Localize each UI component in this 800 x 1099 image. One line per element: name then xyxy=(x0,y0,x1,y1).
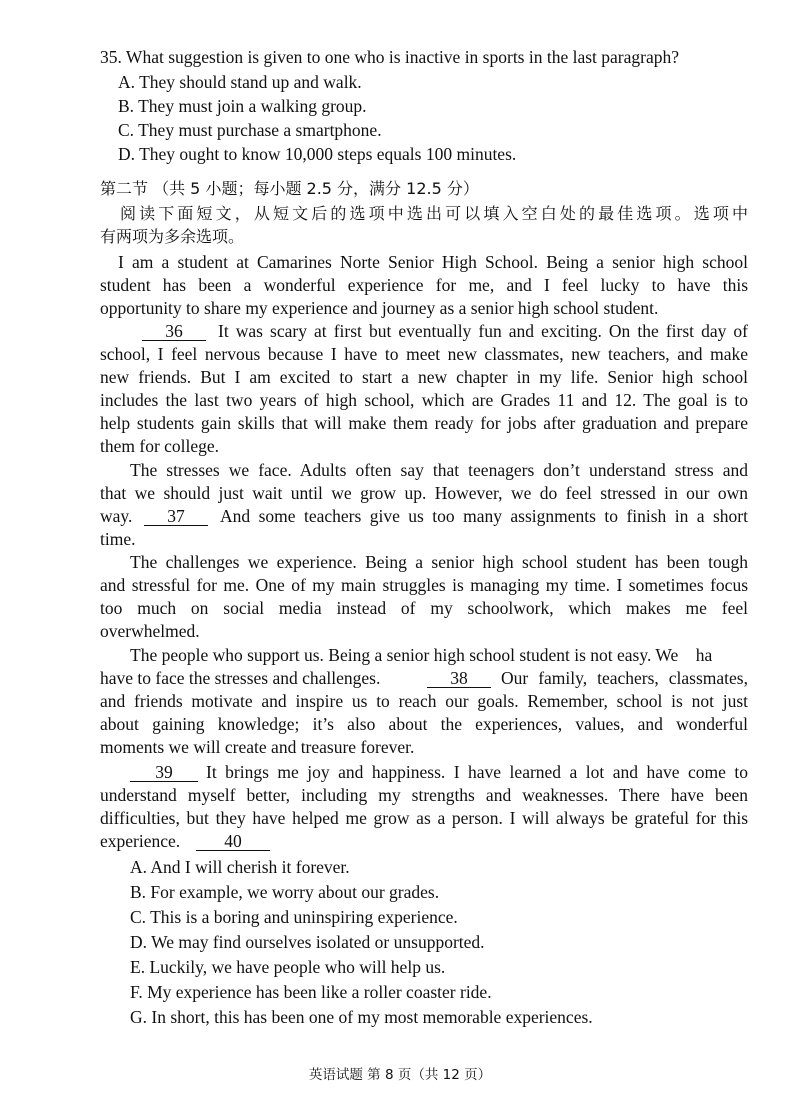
blank-40-number: 40 xyxy=(196,832,270,851)
passage-p4-line-3: too much on social media instead of my schoolwork, which makes me feel xyxy=(100,598,748,618)
choice-d: D. We may find ourselves isolated or unsupported. xyxy=(130,932,485,952)
passage-p3-line-2: that we should just wait until we grow up. However, we do feel stressed in our own xyxy=(100,483,748,503)
passage-p3-line-3: And some teachers give us too many assignments to finish in a short xyxy=(220,506,748,526)
passage-p5-line-5: moments we will create and treasure forever. xyxy=(100,737,415,757)
blank-38 xyxy=(427,667,491,689)
passage-p2-line-6: them for college. xyxy=(100,436,220,456)
passage-p4-line-1: The challenges we experience. Being a senior high school student has been tough xyxy=(130,552,748,572)
passage-p2-line-1: It was scary at first but eventually fun and exciting. On the first day of xyxy=(218,321,748,341)
blank-39-number: 39 xyxy=(130,763,198,782)
section-header: 第二节 （共 5 小题；每小题 2.5 分，满分 12.5 分） xyxy=(100,179,479,198)
passage-p5-line-3: and friends motivate and inspire us to reach our goals. Remember, school is not just xyxy=(100,691,748,711)
passage-p5-line-1: The people who support us. Being a senior high school student is not easy. We ha xyxy=(130,645,713,665)
passage-p2-line-3: new friends. But I am excited to start a new chapter in my life. Senior high school xyxy=(100,367,748,387)
blank-37 xyxy=(144,505,208,527)
passage-p2-line-5: help students gain skills that will make them ready for jobs after graduation and prepare xyxy=(100,413,748,433)
passage-p3-way: way. xyxy=(100,506,133,526)
q35-option-c: C. They must purchase a smartphone. xyxy=(118,120,382,140)
passage-p5-line-2b: Our family, teachers, classmates, xyxy=(501,668,748,688)
choice-e: E. Luckily, we have people who will help us. xyxy=(130,957,446,977)
page-footer: 英语试题 第 8 页（共 12 页） xyxy=(308,1067,492,1083)
section-instruction-line-1: 阅读下面短文，从短文后的选项中选出可以填入空白处的最佳选项。选项中 xyxy=(120,204,748,223)
passage-p2-line-4: includes the last two years of high school, which are Grades 11 and 12. The goal is to xyxy=(100,390,748,410)
passage-p5-line-4: about gaining knowledge; it’s also about the experiences, values, and wonderful xyxy=(100,714,748,734)
q35-stem: 35. What suggestion is given to one who is inactive in sports in the last paragraph? xyxy=(100,47,680,67)
passage-p4-line-2: and stressful for me. One of my main struggles is managing my time. I sometimes focus xyxy=(100,575,748,595)
passage-p6-line-2: understand myself better, including my strengths and weaknesses. There have been xyxy=(100,785,748,805)
choice-a: A. And I will cherish it forever. xyxy=(130,857,350,877)
section-instruction-line-2: 有两项为多余选项。 xyxy=(100,227,245,246)
passage-p6-line-1: It brings me joy and happiness. I have learned a lot and have come to xyxy=(206,762,748,782)
passage-p1-line-2: student has been a wonderful experience for me, and I feel lucky to have this xyxy=(100,275,748,295)
q35-option-a: A. They should stand up and walk. xyxy=(118,72,362,92)
blank-37-number: 37 xyxy=(144,507,208,526)
passage-p2-line-2: school, I feel nervous because I have to meet new classmates, new teachers, and make xyxy=(100,344,748,364)
choice-c: C. This is a boring and uninspiring experience. xyxy=(130,907,458,927)
passage-p6-line-4: experience. xyxy=(100,831,181,851)
passage-p4-line-4: overwhelmed. xyxy=(100,621,200,641)
blank-40 xyxy=(196,830,270,852)
blank-38-number: 38 xyxy=(427,669,491,688)
passage-p3-line-1: The stresses we face. Adults often say that teenagers don’t understand stress and xyxy=(130,460,748,480)
passage-p1-line-3: opportunity to share my experience and journey as a senior high school student. xyxy=(100,298,659,318)
choice-g: G. In short, this has been one of my most memorable experiences. xyxy=(130,1007,593,1027)
passage-p3-line-4: time. xyxy=(100,529,136,549)
choice-f: F. My experience has been like a roller coaster ride. xyxy=(130,982,492,1002)
passage-p5-line-2a: have to face the stresses and challenges. xyxy=(100,668,381,688)
choice-b: B. For example, we worry about our grades. xyxy=(130,882,440,902)
passage-p6-line-3: difficulties, but they have helped me grow as a person. I will always be grateful for this xyxy=(100,808,748,828)
q35-option-b: B. They must join a walking group. xyxy=(118,96,367,116)
passage-p1-line-1: I am a student at Camarines Norte Senior High School. Being a senior high school xyxy=(118,252,748,272)
blank-36 xyxy=(142,320,206,342)
q35-option-d: D. They ought to know 10,000 steps equals 100 minutes. xyxy=(118,144,517,164)
blank-36-number: 36 xyxy=(142,322,206,341)
blank-39 xyxy=(130,761,198,783)
